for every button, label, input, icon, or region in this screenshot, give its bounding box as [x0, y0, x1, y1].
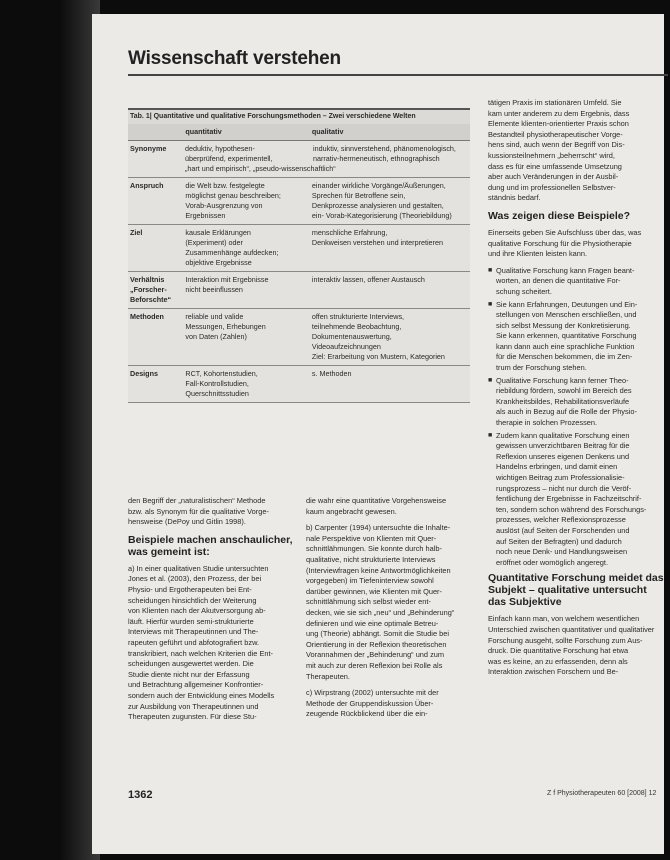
example-c-paragraph — [306, 688, 474, 720]
text-line: Reflexion unseres eigenen Denkens und — [496, 451, 630, 461]
cell-line: Synonyme — [130, 144, 167, 153]
cell-line: einander wirkliche Vorgänge/Äußerungen, — [311, 181, 446, 190]
section-heading: Quantitative Forschung meidet das Subjekt – qualitative untersucht das Subjektive — [488, 572, 664, 609]
bullet-text — [496, 300, 637, 374]
text-line: scheidungen ausgewertet werden. Die — [128, 659, 254, 669]
cell-line: Vorab-Ausgrenzung von — [185, 201, 263, 210]
text-line: vorgegeben) im Tiefeninterview sowohl — [306, 576, 434, 586]
text-line: Orientierung in der Reflexion theoretischen — [306, 639, 447, 649]
page-title: Wissenschaft verstehen — [128, 48, 341, 69]
quantitative-cell — [183, 141, 336, 177]
table-row — [128, 309, 470, 366]
cell-line: induktiv, sinnverstehend, phänomenologisch, — [313, 144, 456, 153]
cell-line: Designs — [130, 369, 158, 378]
text-line: Therapeuten. — [306, 671, 350, 681]
bullet-item — [488, 431, 664, 569]
cell-line: objektive Ergebnisse — [185, 258, 252, 267]
text-line: ten, sondern schon während des Forschungs- — [496, 504, 647, 514]
cell-line: Fall-Kontrollstudien, — [185, 379, 249, 388]
text-line: Forschung ausgeht, sollte Forschung zum Aus- — [488, 635, 643, 645]
bullet-item — [488, 266, 664, 298]
quantitative-cell — [183, 272, 310, 308]
row-label — [128, 309, 183, 365]
text-line: c) Wirpstrang (2002) untersuchte mit der — [306, 688, 439, 698]
text-line: den Begriff der „naturalistischen“ Methode — [128, 496, 266, 505]
bullet-square-icon: ■ — [488, 266, 493, 274]
cell-line: nicht beeinflussen — [185, 285, 243, 294]
text-line: scheidungen hinsichtlich der Weiterung — [128, 595, 257, 605]
qualitative-cell — [311, 141, 470, 177]
cell-line: (Experiment) oder — [185, 238, 243, 247]
text-line: dass es für eine umfassende Umsetzung — [488, 161, 622, 171]
text-line: schnittlähmungen. Sie konnte durch halb- — [306, 544, 442, 554]
text-line: aber auch Veränderungen in der Ausbil- — [488, 172, 619, 182]
bullet-item — [488, 376, 664, 429]
text-line: hens sind, auch wenn der Begriff von Dis- — [488, 140, 625, 150]
cell-line: Messungen, Erhebungen — [185, 322, 266, 331]
text-line: riebildung fördern, sowohl im Bereich des — [496, 386, 632, 396]
table-row — [128, 141, 470, 178]
text-line: kann dann auch eine sprachliche Funktion — [496, 341, 635, 351]
text-line: zur Ausbildung von Therapeutinnen und — [128, 701, 259, 711]
quantitative-cell — [183, 225, 310, 271]
text-line: läuft. Hierfür wurden semi-strukturierte — [128, 616, 254, 626]
section-heading: Beispiele machen anschaulicher, was gemeint ist: — [128, 533, 293, 558]
text-line: Qualitative Forschung kann Fragen beant- — [496, 265, 635, 275]
cell-line: s. Methoden — [311, 369, 352, 378]
body-paragraph — [488, 614, 664, 678]
table-header-row — [128, 124, 470, 141]
text-line: fentlichung der Ergebnisse in Fachzeitschrif- — [496, 494, 642, 504]
cell-line: reliable und valide — [185, 312, 244, 321]
cell-line: von Daten (Zahlen) — [185, 332, 247, 341]
text-line: als auch in Bezug auf die Rolle der Physio- — [496, 407, 637, 417]
text-column-right — [488, 98, 664, 684]
cell-line: Dokumentenauswertung, — [311, 332, 392, 341]
text-line: Zudem kann qualitative Forschung einen — [496, 430, 630, 440]
text-line: Unterschied zwischen quantitativer und qualitativer — [488, 624, 655, 634]
cell-line: Ziel — [130, 228, 143, 237]
text-line: Jones et al. (2003), den Prozess, der bei — [128, 574, 262, 584]
text-line: rapeuten geführt und abfotografiert bzw. — [128, 637, 260, 647]
text-line: gewissen unverzichtbaren Beitrag für die — [496, 441, 630, 451]
table-header-cell: qualitativ — [311, 127, 344, 136]
text-line: Einfach kann man, von welchem wesentlichen — [488, 614, 640, 624]
text-line: und Betrachtung allgemeiner Konfrontier- — [128, 680, 264, 690]
text-line: rungsprozess – nicht nur durch die Veröf- — [496, 483, 632, 493]
text-line: Interviews mit Therapeutinnen und The- — [128, 627, 259, 637]
cell-line: Videoaufzeichnungen — [311, 342, 381, 351]
table-body — [128, 141, 470, 403]
example-a-paragraph — [128, 564, 296, 723]
text-line: kussionsteilnehmern „beherrscht“ wird, — [488, 150, 615, 160]
cell-line: Interaktion mit Ergebnisse — [185, 275, 269, 284]
text-line: therapie in solchen Prozessen. — [496, 418, 598, 428]
body-paragraph — [488, 228, 664, 260]
running-footer: Z f Physiotherapeuten 60 [2008] 12 — [547, 790, 657, 797]
cell-line: deduktiv, hypothesen- — [185, 144, 255, 153]
table-row — [128, 366, 470, 403]
text-line: trum der Forschung stehen. — [496, 363, 587, 373]
comparison-table — [128, 108, 470, 403]
cell-line: Anspruch — [130, 181, 164, 190]
text-line: ung (Theorie) abhängt. Somit die Studie bei — [306, 629, 449, 639]
row-label — [128, 272, 183, 308]
text-line: qualitative Forschung für die Physiotherapie — [488, 238, 632, 248]
cell-line: Querschnittsstudien — [185, 389, 249, 398]
table-row — [128, 272, 470, 309]
qualitative-cell — [310, 366, 470, 402]
quantitative-cell — [183, 178, 310, 224]
table-caption: Tab. 1| Quantitative und qualitative Forschungsmethoden – Zwei verschiedene Welten — [128, 108, 470, 124]
text-line: Bestandteil physiotherapeutischer Vorge- — [488, 129, 623, 139]
intro-paragraph — [128, 496, 296, 528]
text-line: Qualitative Forschung kann ferner Theo- — [496, 375, 629, 385]
bullet-item — [488, 300, 664, 374]
text-line: ständnis bedarf. — [488, 193, 541, 203]
text-line: b) Carpenter (1994) untersuchte die Inhalte- — [306, 523, 451, 533]
text-line: schnittlähmung sich selbst wieder ent- — [306, 597, 431, 607]
text-line: zeugende Rückblickend über die ein- — [306, 709, 428, 719]
cell-line: interaktiv lassen, offener Austausch — [311, 275, 425, 284]
text-line: definieren und wie eine optimale Betreu- — [306, 618, 439, 628]
cell-line: Denkweisen verstehen und interpretieren — [311, 238, 443, 247]
cell-line: Methoden — [130, 312, 164, 321]
cell-line: teilnehmende Beobachtung, — [311, 322, 402, 331]
row-label — [128, 141, 183, 177]
text-line: die wahr eine quantitative Vorgehensweise — [306, 496, 447, 505]
text-line: (Interviewfragen keine Antwortmöglichkeiten — [306, 565, 451, 575]
bullet-text — [496, 376, 637, 429]
text-line: a) In einer qualitativen Studie untersuchten — [128, 563, 269, 573]
text-line: worten, an denen die quantitative For- — [496, 276, 621, 286]
table-row — [128, 178, 470, 225]
cell-line: Sprechen für Betroffene sein, — [311, 191, 406, 200]
cell-line: offen strukturierte Interviews, — [311, 312, 405, 321]
cell-line: „hart und empirisch“, „pseudo-wissenschaftlich“ — [185, 164, 336, 173]
text-line: hensweise (DePoy und Gitlin 1998). — [128, 517, 246, 527]
table-header-cell: quantitativ — [185, 127, 222, 136]
text-line: sondern auch der Entwicklung eines Modells — [128, 690, 275, 700]
text-line: Handelns erbringen, und damit einen — [496, 462, 618, 472]
cell-line: menschliche Erfahrung, — [311, 228, 388, 237]
page-header — [92, 30, 652, 78]
example-b-paragraph — [306, 523, 474, 682]
text-line: was es keine, an zu erfassenden, denn als — [488, 656, 628, 666]
cell-line: möglichst genau beschreiben; — [185, 191, 281, 200]
qualitative-cell — [310, 272, 470, 308]
text-line: schung scheitert. — [496, 286, 552, 296]
text-line: dung und im professionellen Selbstver- — [488, 182, 616, 192]
bullet-list — [488, 266, 664, 569]
qualitative-cell — [310, 178, 470, 224]
page-number: 1362 — [128, 789, 153, 801]
text-line: Vorannahmen der „Behinderung“ und zum — [306, 650, 445, 660]
lead-paragraph — [306, 496, 474, 517]
text-line: druck. Die quantitative Forschung hat etwa — [488, 646, 629, 656]
text-line: tätigen Praxis im stationären Umfeld. Sie — [488, 98, 622, 107]
text-line: und ihre Klienten leisten kann. — [488, 249, 588, 259]
text-line: Sie kann Erfahrungen, Deutungen und Ein- — [496, 299, 638, 309]
text-line: sich selbst Messung der Konkretisierung. — [496, 320, 631, 330]
bullet-square-icon: ■ — [488, 376, 493, 384]
cell-line: Denkprozesse analysieren und gestalten, — [311, 201, 444, 210]
text-line: darüber gewinnen, wie Klienten mit Quer- — [306, 586, 442, 596]
table-row — [128, 225, 470, 272]
cell-line: überprüfend, experimentell, — [185, 154, 273, 163]
text-line: Krankheitsbildes, Rehabilitationsverläufe — [496, 396, 630, 406]
row-label — [128, 225, 183, 271]
cell-line: RCT, Kohortenstudien, — [185, 369, 258, 378]
bullet-square-icon: ■ — [488, 431, 493, 439]
bullet-square-icon: ■ — [488, 300, 493, 308]
text-line: bzw. als Synonym für die qualitative Vorge- — [128, 506, 269, 516]
row-label — [128, 178, 183, 224]
text-line: decken, wie sie sich „neu“ und „Behinderung“ — [306, 607, 455, 617]
row-label — [128, 366, 183, 402]
text-line: für die Menschen bekommen, die im Zen- — [496, 352, 633, 362]
document-page — [92, 14, 664, 854]
bullet-text — [496, 266, 634, 298]
text-line: noch neue Denk- und Handlungsweisen — [496, 547, 628, 557]
cell-line: ein- Vorab-Kategorisierung (Theoriebildung) — [311, 211, 452, 220]
text-line: Einerseits geben Sie Aufschluss über das, was — [488, 227, 642, 237]
header-rule — [128, 74, 668, 76]
cell-line: Verhältnis — [130, 275, 165, 284]
text-line: transkribiert, nach welchen Kriterien die Ent- — [128, 648, 274, 658]
quantitative-cell — [183, 366, 310, 402]
text-line: Therapeuten zugunsten. Für diese Stu- — [128, 712, 257, 722]
text-line: Interaktion zwischen Forschern und Be- — [488, 667, 619, 677]
text-line: Methode der Gruppendiskussion Über- — [306, 698, 434, 708]
cell-line: Ergebnissen — [185, 211, 226, 220]
intro-paragraph — [488, 98, 664, 204]
bullet-text — [496, 431, 646, 569]
qualitative-cell — [310, 309, 470, 365]
text-column-left — [128, 496, 296, 729]
text-line: stellungen von Menschen erschließen, und — [496, 310, 637, 320]
text-line: von Klienten nach der Akutversorgung ab- — [128, 606, 266, 616]
text-line: nale Perspektive von Klienten mit Quer- — [306, 533, 437, 543]
cell-line: narrativ-hermeneutisch, ethnographisch — [313, 154, 440, 163]
text-line: prozesses, welcher Reflexionsprozesse — [496, 515, 626, 525]
qualitative-cell — [310, 225, 470, 271]
cell-line: Beforschte“ — [130, 295, 172, 304]
text-line: Sie kann erkennen, quantitative Forschung — [496, 331, 637, 341]
cell-line: Zusammenhänge aufdecken; — [185, 248, 279, 257]
table-header-cell — [128, 124, 183, 140]
section-heading: Was zeigen diese Beispiele? — [488, 209, 630, 222]
quantitative-cell — [183, 309, 310, 365]
text-line: Elemente klienten-orientierter Praxis schon — [488, 119, 629, 129]
cell-line: kausale Erklärungen — [185, 228, 251, 237]
text-line: kam unter anderem zu dem Ergebnis, dass — [488, 108, 630, 118]
cell-line: Ziel: Erarbeitung von Mustern, Kategorien — [311, 352, 445, 361]
text-line: Studie diente nicht nur der Erfassung — [128, 669, 250, 679]
text-line: auf Seiten der Befragten) und dadurch — [496, 536, 622, 546]
text-line: qualitative, nicht strukturierte Interviews — [306, 554, 436, 564]
cell-line: „Forscher- — [130, 285, 167, 294]
text-line: Physio- und Ergotherapeuten bei Ent- — [128, 584, 252, 594]
text-column-middle — [306, 496, 474, 726]
text-line: eröffnet oder womöglich angeregt. — [496, 557, 609, 567]
text-line: auslöst (auf Seiten der Forschenden und — [496, 525, 630, 535]
text-line: wichtigen Beitrag zum Professionalisie- — [496, 473, 625, 482]
text-line: kaum angebracht gewesen. — [306, 506, 397, 516]
cell-line: die Welt bzw. festgelegte — [185, 181, 265, 190]
text-line: mit auch zur deren Reflexion bei Rolle als — [306, 660, 443, 670]
